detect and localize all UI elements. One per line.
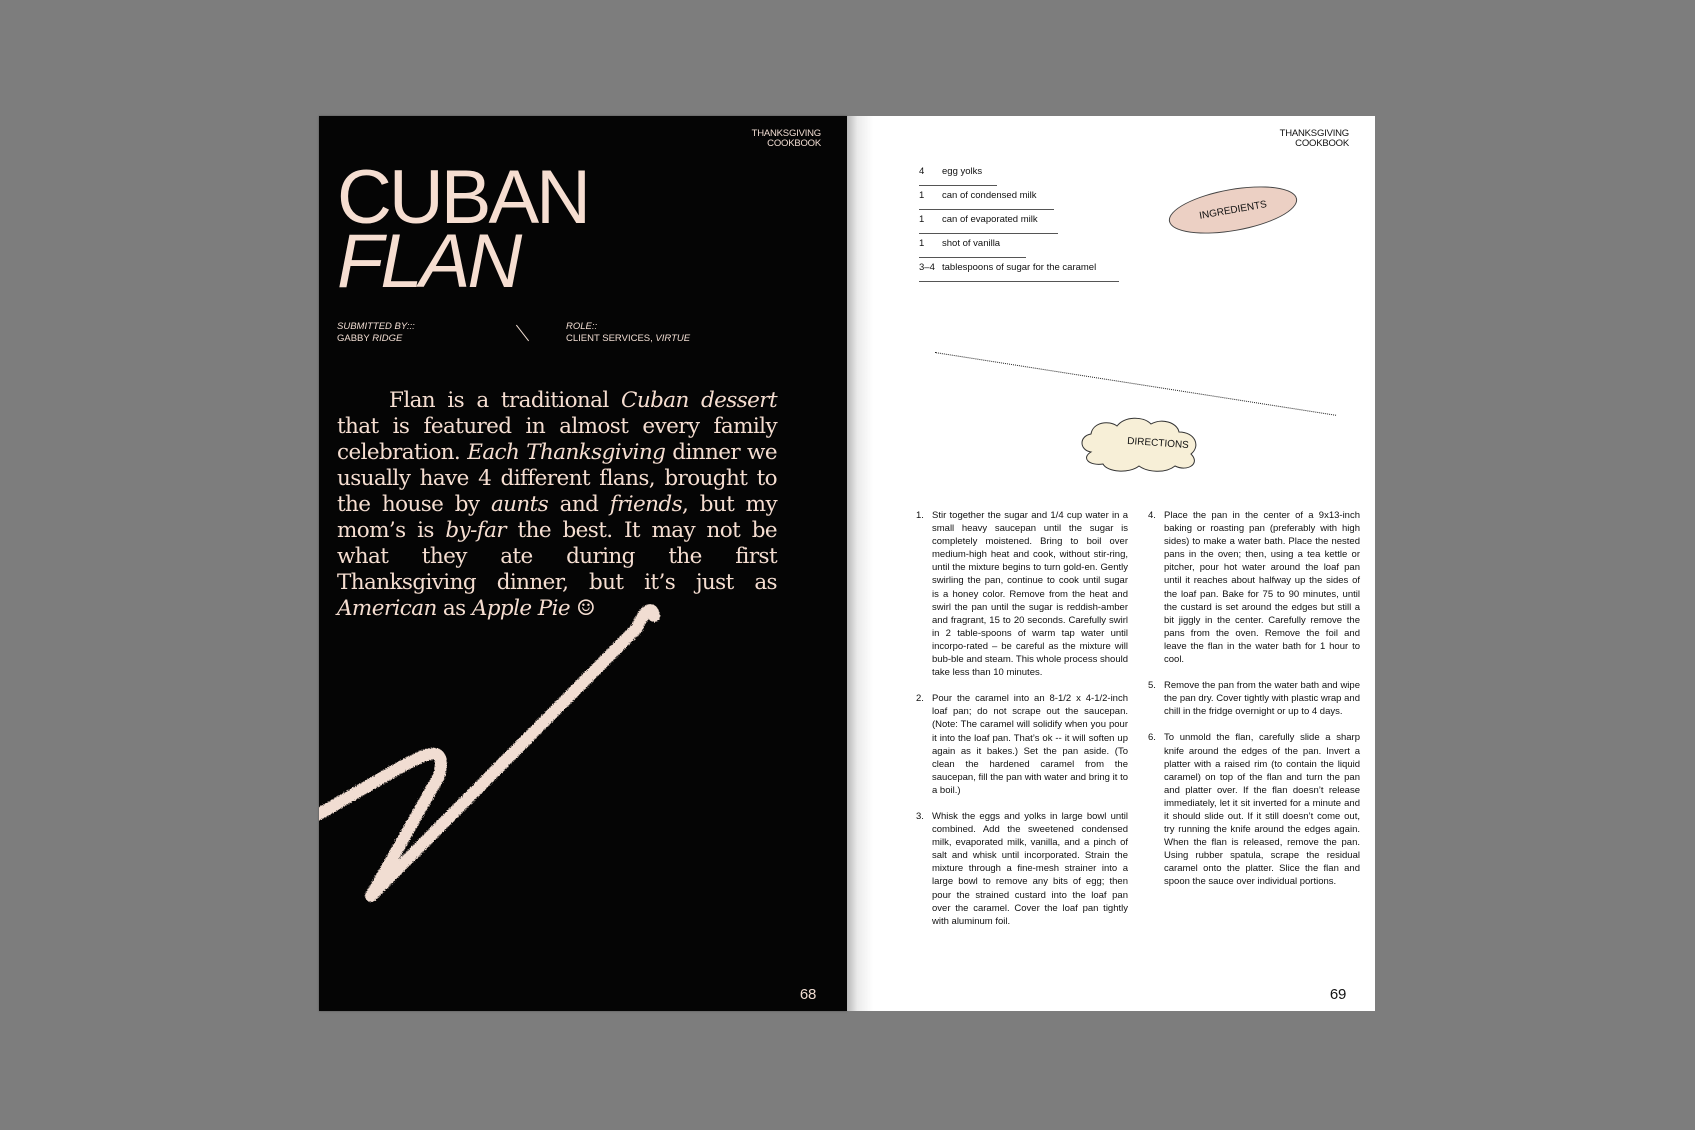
role-label: ROLE:: <box>566 321 598 332</box>
intro-text: that is featured in almost every family celebration. <box>337 414 777 465</box>
ingredient-qty: 1 <box>919 238 925 249</box>
ingredient-qty: 1 <box>919 214 925 225</box>
intro-emphasis: American <box>337 596 437 621</box>
role-company: VIRTUE <box>655 333 691 344</box>
ingredients-badge <box>1165 178 1300 242</box>
left-page <box>319 116 847 1011</box>
intro-emphasis: friends <box>609 492 683 517</box>
running-head <box>752 129 821 149</box>
step-number: 6. <box>1148 732 1156 744</box>
direction-step <box>916 810 1128 928</box>
intro-text: as <box>436 596 472 621</box>
scribble-decoration <box>319 596 679 1011</box>
ingredient-row <box>919 214 1058 234</box>
gutter-shadow <box>847 116 873 1011</box>
intro-text: ☺ <box>569 596 595 621</box>
submitted-by <box>337 321 415 345</box>
step-text: Place the pan in the center of a 9x13-inch baking or roasting pan (preferably with high sides) to make a water bath. Place the nested pans in the oven; then, using a tea kettle or pitcher, pour hot water around the loaf pan until it reaches about halfway up the sides of the loaf pan. Bake for 75 to 90 minutes, until the custard is set around the edges but still a bit jiggly in the center. Carefully remove the pans from the oven. Remove the foil and leave the flan in the water bath for 1 hour to cool. <box>1164 510 1360 666</box>
ingredient-item: egg yolks <box>942 166 983 177</box>
step-number: 4. <box>1148 510 1156 521</box>
running-head-line1: THANKSGIVING <box>751 128 821 139</box>
ingredient-qty: 4 <box>919 166 925 177</box>
role <box>566 321 690 345</box>
intro-text: Flan is a traditional <box>389 388 621 413</box>
intro-text: and <box>548 492 610 517</box>
intro-text: the best. It may not be what they ate during the first Thanksgiving dinner, but it’s just as <box>337 518 777 595</box>
intro-text: , but my mom’s is <box>337 492 777 543</box>
role-value: CLIENT SERVICES, <box>566 333 653 344</box>
step-text: To unmold the flan, carefully slide a sharp knife around the edges of the pan. Invert a platter with a raised rim (to contain the liquid caramel) on top of the flan and turn the pan and platter over. If the flan doesn’t release immediately, let it sit inverted for a minute and it should slide out. If it still doesn’t come out, try running the knife around the edges again. When the flan is released, remove the pan. Using rubber spatula, scrape the residual caramel onto the platter. Slice the flan and spoon the sauce over individual portions. <box>1164 732 1360 888</box>
ingredients-label: INGREDIENTS <box>1198 198 1268 222</box>
intro-text: dinner we usually have 4 different flans, brought to the house by <box>337 440 777 517</box>
ingredient-item: can of evaporated milk <box>942 214 1038 225</box>
intro-paragraph <box>337 388 777 622</box>
dotted-divider <box>935 352 1336 416</box>
intro-emphasis: aunts <box>490 492 549 517</box>
direction-step <box>1148 509 1360 666</box>
running-head-line2: COOKBOOK <box>767 138 821 149</box>
running-head-line2: COOKBOOK <box>1295 138 1349 149</box>
intro-emphasis: by-far <box>445 518 506 543</box>
ingredient-qty: 1 <box>919 190 925 201</box>
step-number: 2. <box>916 693 924 705</box>
ingredient-row <box>919 166 997 186</box>
directions-label: DIRECTIONS <box>1126 435 1190 452</box>
direction-step <box>916 692 1128 797</box>
ingredient-row <box>919 238 1026 258</box>
intro-emphasis: Cuban dessert <box>620 388 777 413</box>
divider-slash <box>516 325 529 341</box>
directions-column-1 <box>916 509 1128 941</box>
recipe-title <box>337 155 589 304</box>
title-line1: CUBAN <box>337 155 589 240</box>
ingredient-row <box>919 262 1119 282</box>
intro-emphasis: Each Thanksgiving <box>467 440 666 465</box>
ingredient-qty: 3–4 <box>919 262 935 273</box>
direction-step <box>1148 731 1360 888</box>
step-number: 1. <box>916 510 924 521</box>
right-page <box>847 116 1375 1011</box>
direction-step <box>916 509 1128 679</box>
direction-step <box>1148 679 1360 718</box>
step-text: Pour the caramel into an 8-1/2 x 4-1/2-inch loaf pan; do not scrape out the saucepan. (Note: The caramel will solidify when you pour it into the loaf pan. That’s ok -- it will soften up again as it bakes.) Set the pan aside. (To clean the hardened caramel from the saucepan, fill the pan with water and bring it to a boil.) <box>932 693 1128 796</box>
ingredients-list <box>919 166 1119 286</box>
step-text: Whisk the eggs and yolks in large bowl until combined. Add the sweetened condensed milk, evaporated milk, vanilla, and a pinch of salt and whisk until incorporated. Strain the mixture through a fine-mesh strainer into a large bowl to remove any bits of egg; then pour the strained custard into the loaf pan over the caramel. Cover the loaf pan tightly with aluminum foil. <box>932 810 1128 927</box>
step-text: Remove the pan from the water bath and wipe the pan dry. Cover tightly with plastic wrap and chill in the fridge overnight or up to 4 days. <box>1164 680 1360 718</box>
intro-emphasis: Apple Pie <box>471 596 570 621</box>
ingredient-row <box>919 190 1054 210</box>
running-head <box>1280 129 1349 149</box>
page-number: 68 <box>799 986 816 1003</box>
step-number: 5. <box>1148 680 1156 692</box>
ingredient-item: tablespoons of sugar for the caramel <box>942 262 1097 273</box>
title-line2: FLAN <box>337 219 520 304</box>
step-number: 3. <box>916 810 924 822</box>
directions-column-2 <box>1148 509 1360 902</box>
submitter-surname: RIDGE <box>372 333 403 344</box>
page-number: 69 <box>1329 986 1346 1003</box>
submitter-name: GABBY <box>337 333 370 344</box>
running-head-line1: THANKSGIVING <box>1279 128 1349 139</box>
ingredient-item: can of condensed milk <box>942 190 1037 201</box>
step-text: Stir together the sugar and 1/4 cup water in a small heavy saucepan until the sugar is completely moistened. Bring to boil over medium-high heat and cook, without stir-ring, until the mixture begins to turn gold-en. Gently swirling the pan, continue to cook until sugar is a honey color. Remove from the heat and swirl the pan until the sugar is reddish-amber and fragrant, 15 to 20 seconds. Carefully swirl in 2 table-spoons of warm tap water until incorpo-rated – be careful as the mixture will bub-ble and steam. This whole process should take less than 10 minutes. <box>932 510 1128 679</box>
ingredient-item: shot of vanilla <box>942 238 1001 249</box>
submitted-label: SUBMITTED BY::: <box>337 321 415 332</box>
